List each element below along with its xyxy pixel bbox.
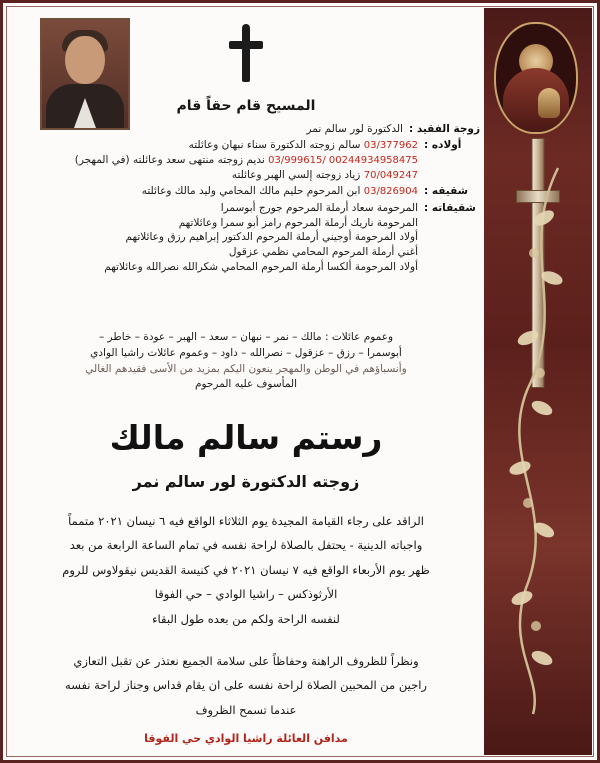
cross-icon xyxy=(229,28,263,82)
relation-line: المرحومة سعاد أرملة المرحوم جورج أبوسمرا xyxy=(220,201,418,214)
relation-label: زوجة الفقيد : xyxy=(408,123,480,135)
relation-text: نديم زوجته منتهى سعد وعائلته (في المهجر) xyxy=(74,154,265,167)
notice-line: راجين من المحبين الصلاة لراحة نفسه على ان يقام قداس وجناز لراحة نفسه xyxy=(65,678,427,693)
notice-line: ونظراً للظروف الراهنة وحفاظاً على سلامة الجميع نعتذر عن تقبل التعازي xyxy=(73,654,419,668)
relation-text: زياد زوجته إلسي الهبر وعائلته xyxy=(231,169,361,182)
relation-values xyxy=(12,122,403,137)
relation-line xyxy=(12,184,418,199)
relation-values xyxy=(12,184,418,199)
relation-line: أولاد المرحومة أوجيني أرملة المرحوم الدكتور إبراهيم رزق وعائلاتهم xyxy=(125,231,418,244)
condolences-notice-block xyxy=(16,650,476,723)
deceased-name: رستم سالم مالك xyxy=(109,418,383,457)
service-line: ظهر يوم الأربعاء الواقع فيه ٧ نيسان ٢٠٢١ في كنيسة القديس نيقولاوس للروم xyxy=(62,562,430,577)
relation-label: شقيقه : xyxy=(424,185,468,198)
relation-line: المرحومة ناريك أرملة المرحوم رامز أبو سمرا وعائلاتهم xyxy=(178,216,418,229)
notice-line: عندما تسمح الظروف xyxy=(195,702,297,717)
relation-line xyxy=(12,153,418,168)
relation-label: شقيقاته : xyxy=(424,201,476,214)
service-line: واجباته الدينية - يحتفل بالصلاة لراحة نفسه في تمام الساعة الرابعة من بعد xyxy=(69,538,423,553)
service-details-block xyxy=(16,510,476,632)
relation-values xyxy=(12,138,418,184)
relation-line: أغني أرملة المرحوم المحامي نظمي عزقول xyxy=(228,246,418,259)
relation-line: الدكتورة لور سالم نمر xyxy=(306,123,403,135)
obituary-content xyxy=(12,10,480,755)
virgin-and-child-icon xyxy=(494,22,578,134)
kin-families-block xyxy=(12,330,480,393)
decorative-side-panel xyxy=(484,8,592,755)
service-line: الراقد على رجاء القيامة المجيدة يوم الثلاثاء الواقع فيه ٦ نيسان ٢٠٢١ متمماً xyxy=(68,514,424,528)
kin-line: المأسوف عليه المرحوم xyxy=(194,378,298,391)
risen-header: المسيح قام حقاً قام xyxy=(176,98,316,114)
cemetery-line: مدافن العائلة راشيا الوادي حي الفوقا xyxy=(144,732,348,745)
relation-row-brother xyxy=(12,184,480,199)
relation-values xyxy=(12,201,418,276)
relation-text: ابن المرحوم حليم مالك المحامي وليد مالك وعائلته xyxy=(141,185,361,198)
relation-row-wife xyxy=(12,122,480,137)
relation-row-sons xyxy=(12,138,480,184)
relation-text: سالم زوجته الدكتورة سناء نبهان وعائلته xyxy=(188,138,361,151)
cross-horizontal-bar xyxy=(229,41,263,49)
service-line: الأرثوذكس – راشيا الوادي – حي الفوقا xyxy=(154,587,338,602)
kin-line: وأنسباؤهم في الوطن والمهجر ينعون اليكم بمزيد من الأسى فقيدهم الغالي xyxy=(85,362,407,375)
service-line: لنفسه الراحة ولكم من بعده طول البقاء xyxy=(152,611,340,626)
relation-line xyxy=(12,138,418,153)
phone-number: 70/049247 xyxy=(363,170,418,182)
relation-line: أولاد المرحومة ألكسا أرملة المرحوم المحامي شكرالله نصرالله وعائلاتهم xyxy=(104,261,418,274)
phone-number: 03/377962 xyxy=(363,139,418,151)
phone-number: 03/999615/ 00244934958475 xyxy=(268,155,418,167)
kin-line: وعموم عائلات : مالك – نمر – نبهان – سعد – الهبر – عودة – خاطر – xyxy=(98,331,394,343)
phone-number: 03/826904 xyxy=(363,186,418,198)
relations-block xyxy=(12,122,480,276)
portrait-face xyxy=(65,36,105,84)
child-shape xyxy=(538,88,560,118)
relation-label: أولاده : xyxy=(424,138,462,151)
vine-ornament-icon xyxy=(498,158,578,718)
cross-vertical-bar xyxy=(242,28,250,82)
spouse-line: زوجته الدكتورة لور سالم نمر xyxy=(132,472,360,491)
kin-line: أبوسمرا – رزق – عزقول – نصرالله – داود – وعموم عائلات راشيا الوادي xyxy=(90,346,402,359)
relation-line xyxy=(12,168,418,183)
relation-row-sisters xyxy=(12,201,480,276)
